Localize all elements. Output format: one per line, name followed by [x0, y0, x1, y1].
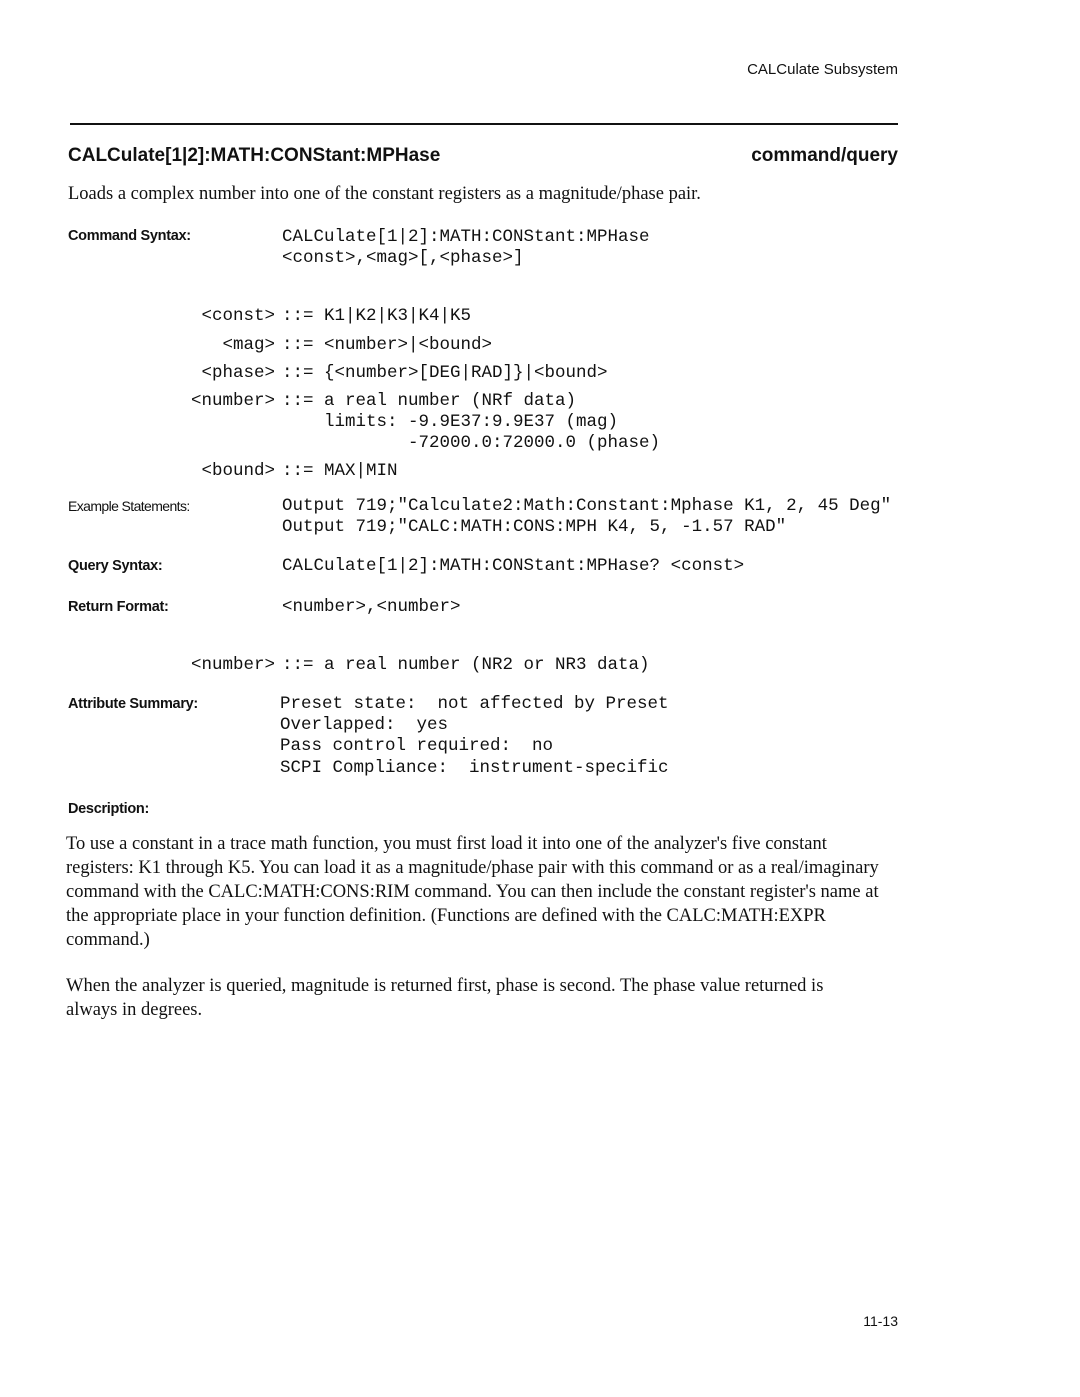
return-format-value: <number>,<number> — [282, 597, 461, 617]
definition-term: <number> — [190, 655, 275, 675]
definition-term: <phase> — [201, 363, 275, 383]
command-title: CALCulate[1|2]:MATH:CONStant:MPHase — [68, 145, 441, 166]
attribute-line: SCPI Compliance: instrument-specific — [280, 758, 669, 778]
definition-value: -72000.0:72000.0 (phase) — [282, 433, 661, 453]
section-header: CALCulate Subsystem — [747, 61, 898, 78]
definition-term: <bound> — [201, 461, 275, 481]
example-line: Output 719;"CALC:MATH:CONS:MPH K4, 5, -1.57 RAD" — [282, 517, 787, 537]
description-paragraph: To use a constant in a trace math function, you must first load it into one of the analyzer's five constant registers: K1 through K5. You can load it as a magnitude/phase pair with this command or as a real/imaginary command with the CALC:MATH:CONS:RIM command. You can then include the constant register's name at the appropriate place in your function definition. (Functions are defined with the CALC:MATH:EXPR command.) — [66, 834, 879, 950]
attribute-line: Pass control required: no — [280, 736, 554, 756]
definition-value: ::= a real number (NR2 or NR3 data) — [282, 655, 650, 675]
definition-value: ::= a real number (NRf data) — [282, 391, 577, 411]
definition-value: limits: -9.9E37:9.9E37 (mag) — [282, 412, 619, 432]
page-number: 11-13 — [863, 1313, 898, 1329]
definition-value: ::= <number>|<bound> — [282, 335, 493, 355]
description-label: Description: — [68, 801, 149, 817]
description-paragraph: When the analyzer is queried, magnitude is returned first, phase is second. The phase value returned is always in degrees. — [66, 976, 824, 1020]
attribute-line: Overlapped: yes — [280, 715, 449, 735]
command-syntax-line: <const>,<mag>[,<phase>] — [282, 248, 524, 268]
query-syntax-label: Query Syntax: — [68, 558, 163, 574]
attribute-line: Preset state: not affected by Preset — [280, 694, 669, 714]
example-statements-label: Example Statements: — [68, 498, 190, 514]
intro-text: Loads a complex number into one of the constant registers as a magnitude/phase pair. — [68, 184, 701, 204]
command-syntax-line: CALCulate[1|2]:MATH:CONStant:MPHase — [282, 227, 650, 247]
command-type: command/query — [751, 145, 898, 166]
header-rule — [70, 123, 898, 125]
definition-term: <number> — [190, 391, 275, 411]
attribute-summary-label: Attribute Summary: — [68, 696, 198, 712]
definition-value: ::= K1|K2|K3|K4|K5 — [282, 306, 472, 326]
definition-value: ::= {<number>[DEG|RAD]}|<bound> — [282, 363, 608, 383]
example-line: Output 719;"Calculate2:Math:Constant:Mphase K1, 2, 45 Deg" — [282, 496, 892, 516]
definition-value: ::= MAX|MIN — [282, 461, 398, 481]
definition-term: <mag> — [222, 335, 275, 355]
command-syntax-label: Command Syntax: — [68, 228, 191, 244]
return-format-label: Return Format: — [68, 599, 169, 615]
definition-term: <const> — [201, 306, 275, 326]
query-syntax-value: CALCulate[1|2]:MATH:CONStant:MPHase? <const> — [282, 556, 745, 576]
